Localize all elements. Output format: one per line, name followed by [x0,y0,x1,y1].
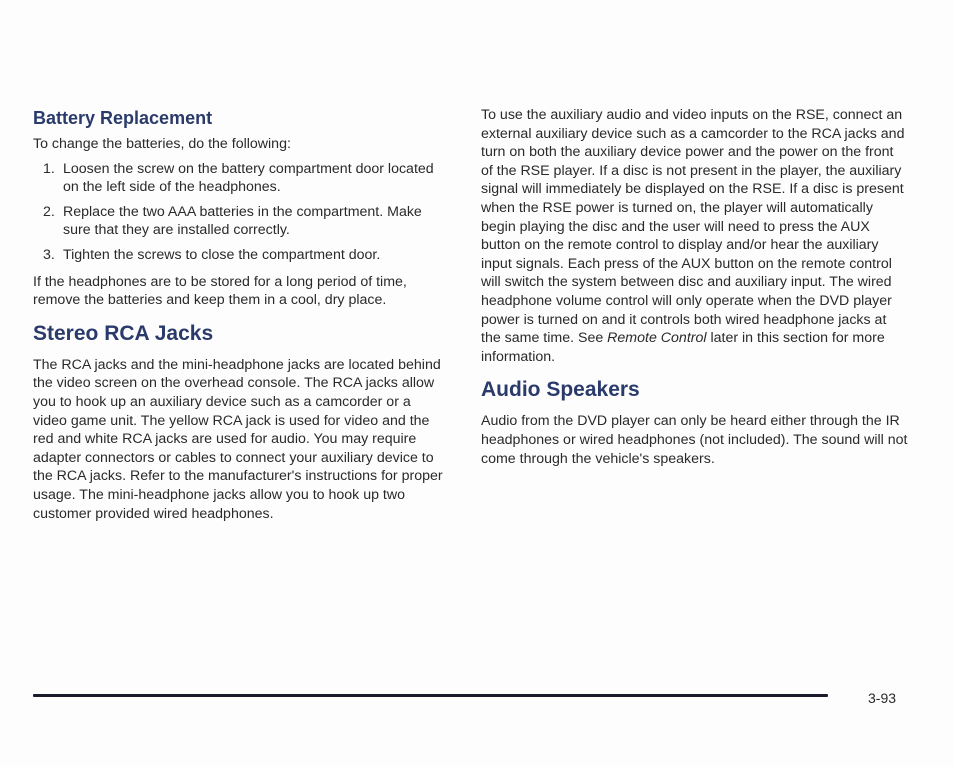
list-item [33,203,448,240]
footer-rule [33,694,828,697]
left-column [33,106,448,523]
step-text: Tighten the screws to close the compartment door. [63,246,381,263]
stereo-rca-jacks-heading: Stereo RCA Jacks [33,321,214,345]
list-item [33,246,448,265]
page-number: 3-93 [868,690,897,706]
rca-jacks-paragraph: The RCA jacks and the mini-headphone jacks are located behind the video screen on the overhead console. The RCA jacks allow you to hook up an auxiliary device such as a camcorder or a video game unit. The yellow RCA jack is used for video and the red and white RCA jacks are used for audio. You may require adapter connectors or cables to connect your auxiliary device to the RCA jacks. Refer to the manufacturer's instructions for proper usage. The mini-headphone jacks allow you to hook up two customer provided wired headphones. [33,356,443,522]
battery-replacement-heading: Battery Replacement [33,108,213,128]
step-number: 1. [43,160,55,177]
auxiliary-input-paragraph [481,106,909,366]
step-text: Loosen the screw on the battery compartment door located on the left side of the headphones. [63,160,434,196]
aux-text-after: later in this section for more information. [481,330,885,365]
step-number: 3. [43,246,55,263]
step-text: Replace the two AAA batteries in the compartment. Make sure that they are installed correctly. [63,203,422,239]
step-number: 2. [43,203,55,220]
right-column [481,106,909,468]
audio-speakers-heading: Audio Speakers [481,378,640,402]
battery-steps-list [33,160,448,265]
aux-text-before: To use the auxiliary audio and video inputs on the RSE, connect an external auxiliary device such as a camcorder to the RCA jacks and turn on both the auxiliary device power and the power on the front of the RSE player. If a disc is not present in the player, the auxiliary signal will immediately be displayed on the RSE. If a disc is present when the RSE power is turned on, the player will automatically begin playing the disc and the user will need to press the AUX button on the remote control to display and/or hear the auxiliary input signals. Each press of the AUX button on the remote control will switch the system between disc and auxiliary input. The wired headphone volume control will only operate when the DVD player power is turned on and it controls both wired headphone jacks at the same time. See [481,107,905,347]
battery-intro: To change the batteries, do the following: [33,136,291,152]
audio-speakers-paragraph: Audio from the DVD player can only be heard either through the IR headphones or wired headphones (not included). The sound will not come through the vehicle's speakers. [481,413,908,467]
remote-control-reference: Remote Control [607,330,707,347]
list-item [33,160,448,197]
battery-storage-note: If the headphones are to be stored for a long period of time, remove the batteries and keep them in a cool, dry place. [33,273,407,309]
